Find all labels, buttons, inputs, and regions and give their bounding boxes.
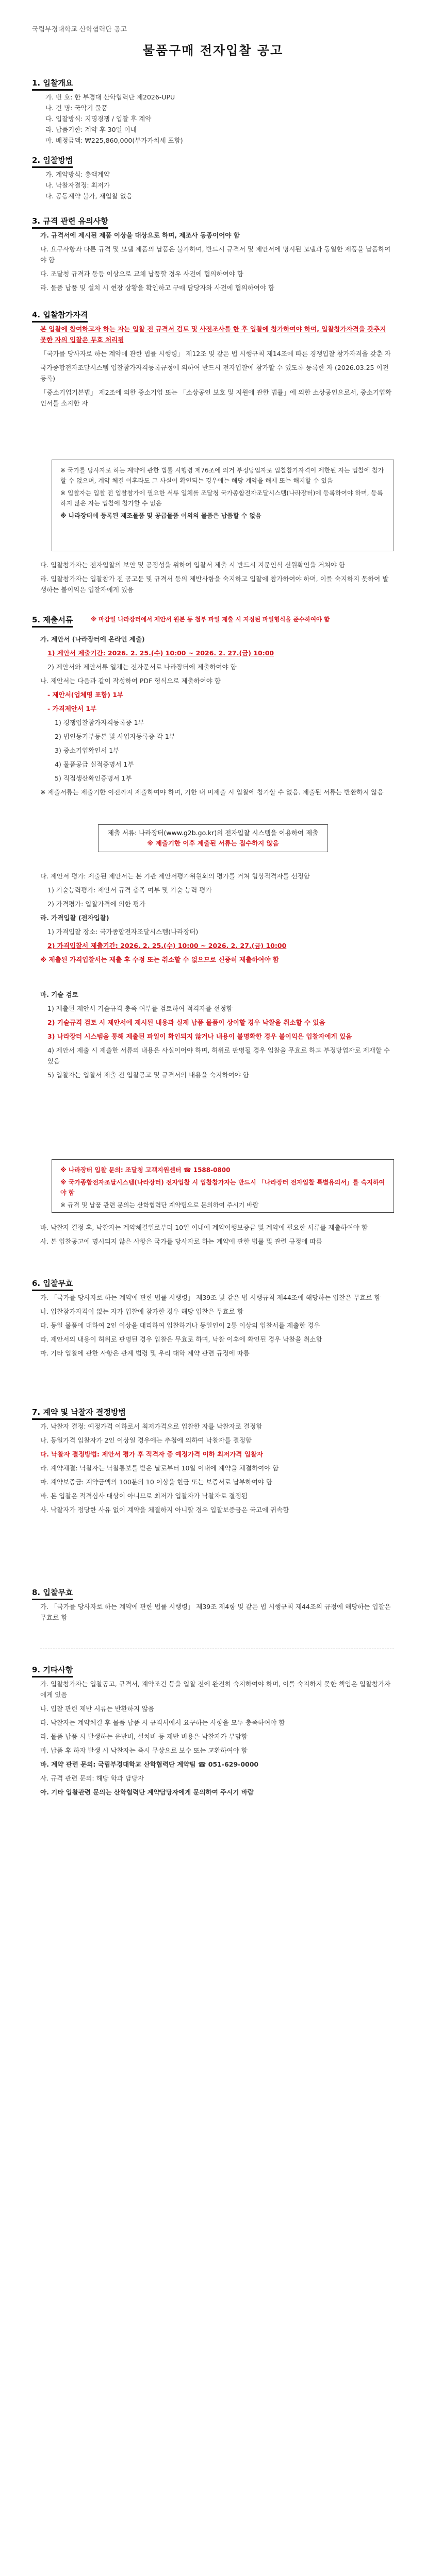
paragraph: 「국가를 당사자로 하는 계약에 관한 법률 시행령」 제12조 및 같은 법 시행규칙 제14조에 따른 경쟁입찰 참가자격을 갖춘 자 bbox=[40, 350, 391, 358]
box-line: ※ 입찰자는 입찰 전 입찰참가에 필요한 서류 일체를 조달청 국가종합전자조달시스템(나라장터)에 등록하여야 하며, 등록하지 않은 자는 입찰에 참가할 수 없음 bbox=[60, 489, 383, 507]
box-line: ※ 규격 및 납품 관련 문의는 산학협력단 계약팀으로 문의하여 주시기 바람 bbox=[60, 1201, 259, 1209]
paragraph: 사. 낙찰자가 정당한 사유 없이 계약을 체결하지 아니할 경우 입찰보증금은 국고에 귀속함 bbox=[40, 1506, 289, 1514]
document-title: 물품구매 전자입찰 공고 bbox=[142, 43, 284, 58]
paragraph: 2) 법인등기부등본 및 사업자등록증 각 1부 bbox=[55, 733, 175, 740]
paragraph: 다. 낙찰자 결정방법: 제안서 평가 후 적격자 중 예정가격 이하 최저가격 입찰자 bbox=[40, 1450, 263, 1458]
paragraph: - 제안서(업체명 포함) 1부 bbox=[47, 691, 124, 699]
paragraph: 나. 입찰 관련 제반 서류는 반환하지 않음 bbox=[40, 1705, 155, 1713]
section-1-items bbox=[45, 92, 395, 146]
paragraph: 1) 제안서 제출기간: 2026. 2. 25.(수) 10:00 ~ 2026. 2. 27.(금) 10:00 bbox=[47, 649, 274, 657]
section-5-body bbox=[40, 634, 394, 801]
paragraph: 1) 제출된 제안서 기술규격 충족 여부를 검토하여 적격자를 선정함 bbox=[47, 1005, 233, 1012]
paragraph: 마. 납품 후 하자 발생 시 낙찰자는 즉시 무상으로 보수 또는 교환하여야 함 bbox=[40, 1747, 248, 1754]
paragraph: 라. 가격입찰 (전자입찰) bbox=[40, 914, 109, 922]
paragraph: 라. 물품 납품 시 발생하는 운반비, 설치비 등 제반 비용은 낙찰자가 부담함 bbox=[40, 1733, 248, 1740]
paragraph: 사. 본 입찰공고에 명시되지 않은 사항은 국가를 당사자로 하는 계약에 관한 법률 및 관련 규정에 따름 bbox=[40, 1238, 322, 1245]
box-line: ※ 국가를 당사자로 하는 계약에 관한 법률 시행령 제76조에 의거 부정당업자로 입찰참가자격이 제한된 자는 입찰에 참가할 수 없으며, 계약 체결 이후라도 그 사실이 확인되는 경우에는 해당 계약을 해제 또는 해지할 수 있음 bbox=[60, 467, 384, 484]
section-6-body bbox=[40, 1292, 394, 1362]
list-item: 나. 건 명: 국악기 물품 bbox=[45, 104, 108, 112]
paragraph: 「중소기업기본법」 제2조에 의한 중소기업 또는 「소상공인 보호 및 지원에 관한 법률」에 의한 소상공인으로서, 중소기업확인서를 소지한 자 bbox=[40, 388, 392, 407]
paragraph: 마. 계약보증금: 계약금액의 100분의 10 이상을 현금 또는 보증서로 납부하여야 함 bbox=[40, 1478, 272, 1486]
paragraph: 다. 조달청 규격과 동등 이상으로 교체 납품할 경우 사전에 협의하여야 함 bbox=[40, 270, 243, 278]
paragraph: 3) 나라장터 시스템을 통해 제출된 파일이 확인되지 않거나 내용이 불명확한 경우 불이익은 입찰자에게 있음 bbox=[47, 1032, 352, 1040]
box-line: ※ 국가종합전자조달시스템(나라장터) 전자입찰 시 입찰참가자는 반드시 「나라장터 전자입찰 특별유의서」를 숙지하여야 함 bbox=[60, 1179, 385, 1196]
paragraph: ※ 제출서류는 제출기한 이전까지 제출하여야 하며, 기한 내 미제출 시 입찰에 참가할 수 없음. 제출된 서류는 반환하지 않음 bbox=[40, 788, 384, 796]
section-3-title: 3. 규격 관련 유의사항 bbox=[32, 215, 108, 229]
paragraph: 라. 제안서의 내용이 허위로 판명된 경우 입찰은 무효로 하며, 낙찰 이후에 확인된 경우 낙찰을 취소함 bbox=[40, 1335, 322, 1343]
notice-box-2 bbox=[52, 1159, 394, 1213]
paragraph: 나. 제안서는 다음과 같이 작성하여 PDF 형식으로 제출하여야 함 bbox=[40, 677, 221, 685]
list-item: 라. 납품기한: 계약 후 30일 이내 bbox=[45, 126, 137, 133]
paragraph: 가. 「국가를 당사자로 하는 계약에 관한 법률 시행령」 제39조 및 같은 법 시행규칙 제44조에 해당하는 입찰은 무효로 함 bbox=[40, 1294, 381, 1301]
paragraph: ※ 제출된 가격입찰서는 제출 후 수정 또는 취소할 수 없으므로 신중히 제출하여야 함 bbox=[40, 956, 279, 963]
list-item: 가. 계약방식: 총액계약 bbox=[45, 171, 110, 178]
list-item: 가. 번 호: 한 부경대 산학협력단 제2026-UPU bbox=[45, 93, 175, 101]
section-5-tech bbox=[40, 989, 394, 1083]
section-7-body bbox=[40, 1421, 394, 1518]
paragraph: 다. 입찰참가자는 전자입찰의 보안 및 공정성을 위하여 입찰서 제출 시 반드시 지문인식 신원확인을 거쳐야 함 bbox=[40, 561, 345, 569]
notice-box bbox=[52, 460, 394, 551]
paragraph: - 가격제안서 1부 bbox=[47, 705, 97, 713]
paragraph: 아. 기타 입찰관련 문의는 산학협력단 계약담당자에게 문의하여 주시기 바람 bbox=[40, 1788, 254, 1796]
section-6-title: 6. 입찰무효 bbox=[32, 1278, 73, 1291]
paragraph: 3) 중소기업확인서 1부 bbox=[55, 747, 120, 754]
paragraph: 4) 제안서 제출 시 제출한 서류의 내용은 사실이어야 하며, 허위로 판명될 경우 입찰을 무효로 하고 부정당업자로 제재할 수 있음 bbox=[47, 1046, 390, 1065]
section-4-title: 4. 입찰참가자격 bbox=[32, 309, 88, 323]
paragraph: 본 입찰에 참여하고자 하는 자는 입찰 전 규격서 검토 및 사전조사를 한 후 입찰에 참가하여야 하며, 입찰참가자격을 갖추지 못한 자의 입찰은 무효 처리됨 bbox=[40, 325, 386, 344]
section-8-body bbox=[40, 1601, 394, 1626]
paragraph: 다. 낙찰자는 계약체결 후 물품 납품 시 규격서에서 요구하는 사항을 모두 충족하여야 함 bbox=[40, 1719, 285, 1726]
list-item: 다. 공동계약 불가, 재입찰 없음 bbox=[45, 192, 133, 200]
paragraph: 2) 기술규격 검토 시 제안서에 제시된 내용과 실제 납품 물품이 상이할 경우 낙찰을 취소할 수 있음 bbox=[47, 1019, 325, 1026]
paragraph: 국가종합전자조달시스템 입찰참가자격등록규정에 의하여 반드시 전자입찰에 참가할 수 있도록 등록한 자 (2026.03.25 이전 등록) bbox=[40, 364, 389, 382]
paragraph: 나. 입찰참가자격이 없는 자가 입찰에 참가한 경우 해당 입찰은 무효로 함 bbox=[40, 1308, 243, 1315]
paragraph: 1) 가격입찰 장소: 국가종합전자조달시스템(나라장터) bbox=[47, 928, 199, 936]
paragraph: 마. 기술 검토 bbox=[40, 991, 78, 998]
paragraph: 가. 입찰참가자는 입찰공고, 규격서, 계약조건 등을 입찰 전에 완전히 숙지하여야 하며, 이를 숙지하지 못한 책임은 입찰참가자에게 있음 bbox=[40, 1680, 391, 1699]
paragraph: 사. 규격 관련 문의: 해당 학과 담당자 bbox=[40, 1774, 144, 1782]
paragraph: 가. 「국가를 당사자로 하는 계약에 관한 법률 시행령」 제39조 제4항 및 같은 법 시행규칙 제44조의 규정에 해당하는 입찰은 무효로 함 bbox=[40, 1603, 391, 1621]
section-4-after bbox=[40, 560, 394, 598]
paragraph: 라. 물품 납품 및 설치 시 현장 상황을 확인하고 구매 담당자와 사전에 협의하여야 함 bbox=[40, 284, 275, 292]
paragraph: 라. 계약체결: 낙찰자는 낙찰통보를 받은 날로부터 10일 이내에 계약을 체결하여야 함 bbox=[40, 1464, 279, 1472]
section-9-body bbox=[40, 1679, 394, 1801]
section-2-items bbox=[45, 169, 395, 201]
list-item: 다. 입찰방식: 지명경쟁 / 입찰 후 계약 bbox=[45, 115, 152, 123]
paragraph: 나. 요구사항과 다른 규격 및 모델 제품의 납품은 불가하며, 반드시 규격서 및 제안서에 명시된 모델과 동일한 제품을 납품하여야 함 bbox=[40, 245, 391, 264]
section-5-extra bbox=[40, 871, 394, 968]
paragraph: 4) 물품공급 실적증명서 1부 bbox=[55, 760, 134, 768]
box-line: ※ 나라장터에 등록된 제조물품 및 공급물품 이외의 물품은 납품할 수 없음 bbox=[60, 512, 261, 519]
section-5-title-note: ※ 마감일 나라장터에서 제안서 원본 등 첨부 파일 제출 시 지정된 파일형식을 준수하여야 함 bbox=[91, 616, 330, 623]
section-7-title: 7. 계약 및 낙찰자 결정방법 bbox=[32, 1406, 126, 1420]
paragraph: 가. 낙찰자 결정: 예정가격 이하로서 최저가격으로 입찰한 자를 낙찰자로 결정함 bbox=[40, 1422, 263, 1430]
paragraph: 마. 기타 입찰에 관한 사항은 관계 법령 및 우리 대학 계약 관련 규정에 따름 bbox=[40, 1349, 250, 1357]
paragraph: 가. 규격서에 제시된 제품 이상을 대상으로 하며, 제조사 동종이어야 함 bbox=[40, 231, 240, 239]
section-3-body bbox=[40, 230, 394, 296]
paragraph: 바. 본 입찰은 적격심사 대상이 아니므로 최저가 입찰자가 낙찰자로 결정됨 bbox=[40, 1492, 248, 1500]
paragraph: 바. 낙찰자 결정 후, 낙찰자는 계약체결일로부터 10일 이내에 계약이행보증금 및 계약에 필요한 서류를 제출하여야 함 bbox=[40, 1224, 368, 1231]
section-1-title: 1. 입찰개요 bbox=[32, 77, 73, 91]
paragraph: 바. 계약 관련 문의: 국립부경대학교 산학협력단 계약팀 ☎ 051-629-0000 bbox=[40, 1760, 259, 1768]
paragraph: 1) 기술능력평가: 제안서 규격 충족 여부 및 기술 능력 평가 bbox=[47, 886, 212, 894]
paragraph: 나. 동일가격 입찰자가 2인 이상일 경우에는 추첨에 의하여 낙찰자를 결정함 bbox=[40, 1436, 252, 1444]
section-4-body bbox=[40, 324, 394, 412]
section-2-title: 2. 입찰방법 bbox=[32, 155, 73, 168]
submission-box: 제출 서류: 나라장터(www.g2b.go.kr)의 전자입찰 시스템을 이용하여 제출 ※ 제출기한 이후 제출된 서류는 접수하지 않음 bbox=[98, 824, 328, 852]
paragraph: 2) 제안서와 제안서류 일체는 전자문서로 나라장터에 제출하여야 함 bbox=[47, 663, 237, 671]
issuing-org: 국립부경대학교 산학협력단 공고 bbox=[32, 26, 127, 33]
paragraph: 다. 제안서 평가: 제출된 제안서는 본 기관 제안서평가위원회의 평가를 거쳐 협상적격자를 선정함 bbox=[40, 872, 310, 880]
list-item: 마. 배정금액: ₩225,860,000(부가가치세 포함) bbox=[45, 137, 183, 144]
section-5-title: 5. 제출서류 bbox=[32, 614, 73, 628]
list-item: 나. 낙찰자결정: 최저가 bbox=[45, 181, 110, 189]
section-5-tail bbox=[40, 1222, 394, 1250]
paragraph: 다. 동일 물품에 대하여 2인 이상을 대리하여 입찰하거나 동일인이 2통 이상의 입찰서를 제출한 경우 bbox=[40, 1321, 320, 1329]
section-8-title: 8. 입찰무효 bbox=[32, 1587, 73, 1600]
paragraph: 5) 입찰자는 입찰서 제출 전 입찰공고 및 규격서의 내용을 숙지하여야 함 bbox=[47, 1071, 249, 1079]
paragraph: 라. 입찰참가자는 입찰참가 전 공고문 및 규격서 등의 제반사항을 숙지하고 입찰에 참가하여야 하며, 이를 숙지하지 못하여 발생하는 불이익은 입찰자에게 있음 bbox=[40, 575, 389, 594]
paragraph: 가. 제안서 (나라장터에 온라인 제출) bbox=[40, 635, 145, 643]
paragraph: 5) 직접생산확인증명서 1부 bbox=[55, 774, 132, 782]
paragraph: 2) 가격평가: 입찰가격에 의한 평가 bbox=[47, 900, 145, 908]
paragraph: 2) 가격입찰서 제출기간: 2026. 2. 25.(수) 10:00 ~ 2026. 2. 27.(금) 10:00 bbox=[47, 942, 287, 950]
box-line: ※ 나라장터 입찰 문의: 조달청 고객지원센터 ☎ 1588-0800 bbox=[60, 1166, 231, 1174]
section-9-title: 9. 기타사항 bbox=[32, 1664, 73, 1677]
paragraph: 1) 경쟁입찰참가자격등록증 1부 bbox=[55, 719, 144, 726]
